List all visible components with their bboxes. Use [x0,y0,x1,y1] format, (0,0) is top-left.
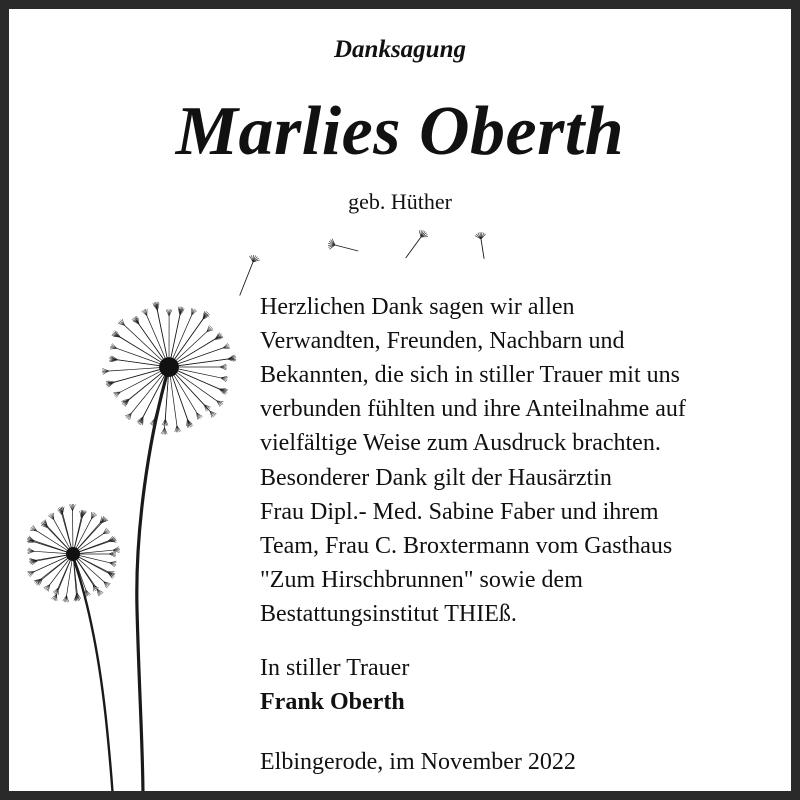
paragraph-line: Frau Dipl.- Med. Sabine Faber und ihrem [260,499,659,525]
paragraph-line: "Zum Hirschbrunnen" sowie dem [260,567,583,593]
heading: Danksagung [334,36,466,63]
place-date: Elbingerode, im November 2022 [260,749,576,775]
dandelion-seed-icon [406,230,428,258]
paragraph-line: Bestattungsinstitut THIEß. [260,601,517,627]
deceased-name: Marlies Oberth [175,93,625,170]
birth-name: geb. Hüther [348,189,452,214]
paragraph-line: Team, Frau C. Broxtermann vom Gasthaus [260,533,673,559]
signer-name: Frank Oberth [260,689,405,715]
dandelion-seed-icon [475,232,486,259]
paragraph-line: Besonderer Dank gilt der Hausärztin [260,465,612,491]
paragraph-line: Verwandten, Freunden, Nachbarn und [260,328,625,354]
dandelion-head [102,302,236,435]
dandelion-seed-icon [240,255,260,296]
paragraph-line: verbunden fühlten und ihre Anteilnahme auf [260,396,686,422]
paragraph-line: Herzlichen Dank sagen wir allen [260,294,575,320]
paragraph-line: vielfältige Weise zum Ausdruck brachten. [260,430,661,456]
dandelion-stem [73,557,113,799]
dandelion-seed-icon [328,239,358,251]
thanks-paragraph [260,290,800,460]
special-thanks-paragraph [260,461,800,631]
paragraph-line: Bekannten, die sich in stiller Trauer mit uns [260,362,680,388]
closing-phrase: In stiller Trauer [260,655,410,681]
closing-block [260,651,800,719]
dandelion-stem [137,374,167,799]
dandelion-head [27,504,120,602]
